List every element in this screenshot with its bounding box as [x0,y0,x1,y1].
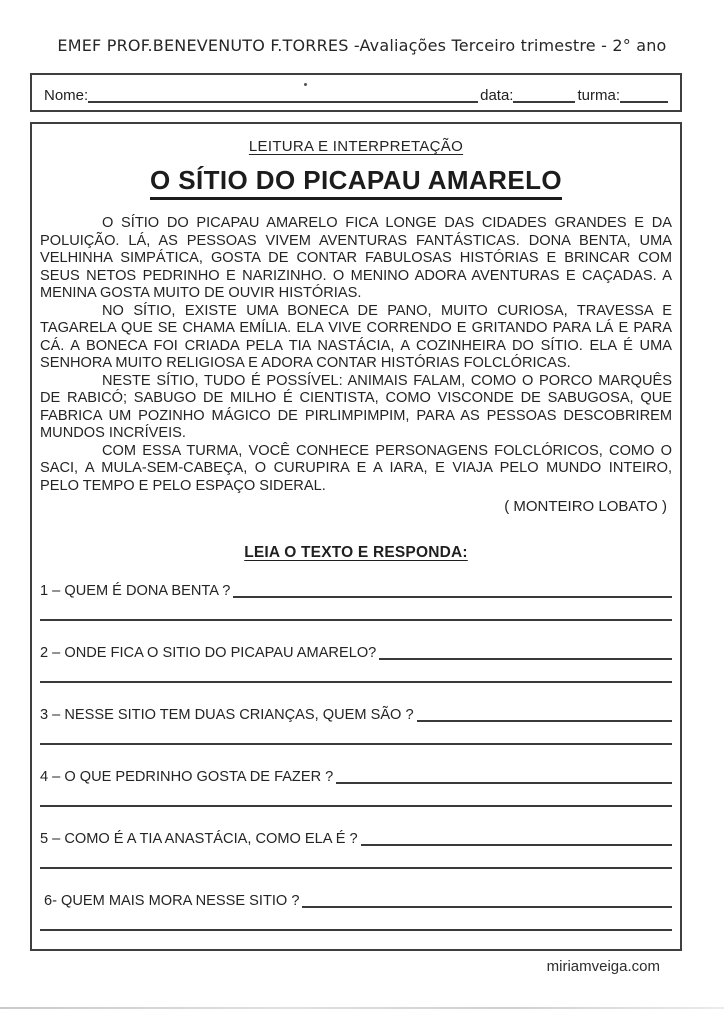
question-block-1 [40,583,672,621]
date-blank-line [513,100,575,103]
section-title: LEITURA E INTERPRETAÇÃO [248,138,464,155]
answer-blank-line [40,866,672,869]
name-blank-line [88,100,478,103]
text-title: O SÍTIO DO PICAPAU AMARELO [40,165,672,200]
question-2-text: 2 – ONDE FICA O SITIO DO PICAPAU AMARELO? [40,645,377,661]
question-3-text: 3 – NESSE SITIO TEM DUAS CRIANÇAS, QUEM SÃO ? [40,707,414,723]
website-credit: miriamveiga.com [546,958,660,975]
question-block-5 [40,831,672,869]
question-block-4 [40,769,672,807]
paragraph: NO SÍTIO, EXISTE UMA BONECA DE PANO, MUITO CURIOSA, TRAVESSA E TAGARELA QUE SE CHAMA EMÍLIA. ELA VIVE CORRENDO E GRITANDO PARA LÁ E PARA CÁ. A BONECA FOI CRIADA PELA TIA NASTÁCIA, A COZINHEIRA DO SÍTIO. ELA É UMA SENHORA MUITO RELIGIOSA E ADORA CONTAR HISTÓRIAS FOLCLÓRICAS. [40,302,672,371]
question-block-6 [40,893,672,931]
question-4-text: 4 – O QUE PEDRINHO GOSTA DE FAZER ? [40,769,334,785]
answer-blank-line [40,804,672,807]
answer-blank-line [40,928,672,931]
answer-blank-line [361,843,672,846]
answer-blank-line [379,657,672,660]
answer-blank-line [40,618,672,621]
date-label: data: [480,87,514,104]
name-label: Nome: [44,87,89,104]
answer-blank-line [233,595,672,598]
scan-speck [304,83,307,86]
paragraph: COM ESSA TURMA, VOCÊ CONHECE PERSONAGENS FOLCLÓRICOS, COMO O SACI, A MULA-SEM-CABEÇA, O CURUPIRA E A IARA, E VIAJA PELO MUNDO INTEIRO, PELO TEMPO E PELO ESPAÇO SIDERAL. [40,442,672,494]
author-attribution: ( MONTEIRO LOBATO ) [504,498,667,515]
answer-blank-line [40,742,672,745]
reading-text [40,215,672,495]
question-5-text: 5 – COMO É A TIA ANASTÁCIA, COMO ELA É ? [40,831,358,847]
question-list [40,583,672,931]
paragraph: O SÍTIO DO PICAPAU AMARELO FICA LONGE DAS CIDADES GRANDES E DA POLUIÇÃO. LÁ, AS PESSOAS VIVEM AVENTURAS FANTÁSTICAS. DONA BENTA, UMA VELHINHA SIMPÁTICA, GOSTA DE CONTAR FABULOSAS HISTÓRIAS E BRINCAR COM SEUS NETOS PEDRINHO E NARIZINHO. O MENINO ADORA AVENTURAS E CAÇADAS. A MENINA GOSTA MUITO DE OUVIR HISTÓRIAS. [40,215,672,301]
student-info-box [30,73,682,112]
instructions-heading: LEIA O TEXTO E RESPONDA: [244,544,468,561]
answer-blank-line [302,905,672,908]
answer-blank-line [336,781,672,784]
class-label: turma: [577,87,620,104]
question-block-2 [40,645,672,683]
question-6-text: 6- QUEM MAIS MORA NESSE SITIO ? [44,893,300,909]
question-1-text: 1 – QUEM É DONA BENTA ? [40,583,231,599]
school-header: EMEF PROF.BENEVENUTO F.TORRES -Avaliações Terceiro trimestre - 2° ano [57,36,667,55]
question-block-3 [40,707,672,745]
paragraph: NESTE SÍTIO, TUDO É POSSÍVEL: ANIMAIS FALAM, COMO O PORCO MARQUÊS DE RABICÓ; SABUGO DE MILHO É CIENTISTA, COMO VISCONDE DE SABUGOSA, QUE FABRICA UM POZINHO MÁGICO DE PIRLIMPIMPIM, PARA AS PESSOAS DESCOBRIREM MUNDOS INCRÍVEIS. [40,372,672,441]
class-blank-line [620,100,668,103]
scan-artifact-line [0,1007,724,1009]
answer-blank-line [40,680,672,683]
worksheet-frame [30,122,682,951]
answer-blank-line [417,719,672,722]
